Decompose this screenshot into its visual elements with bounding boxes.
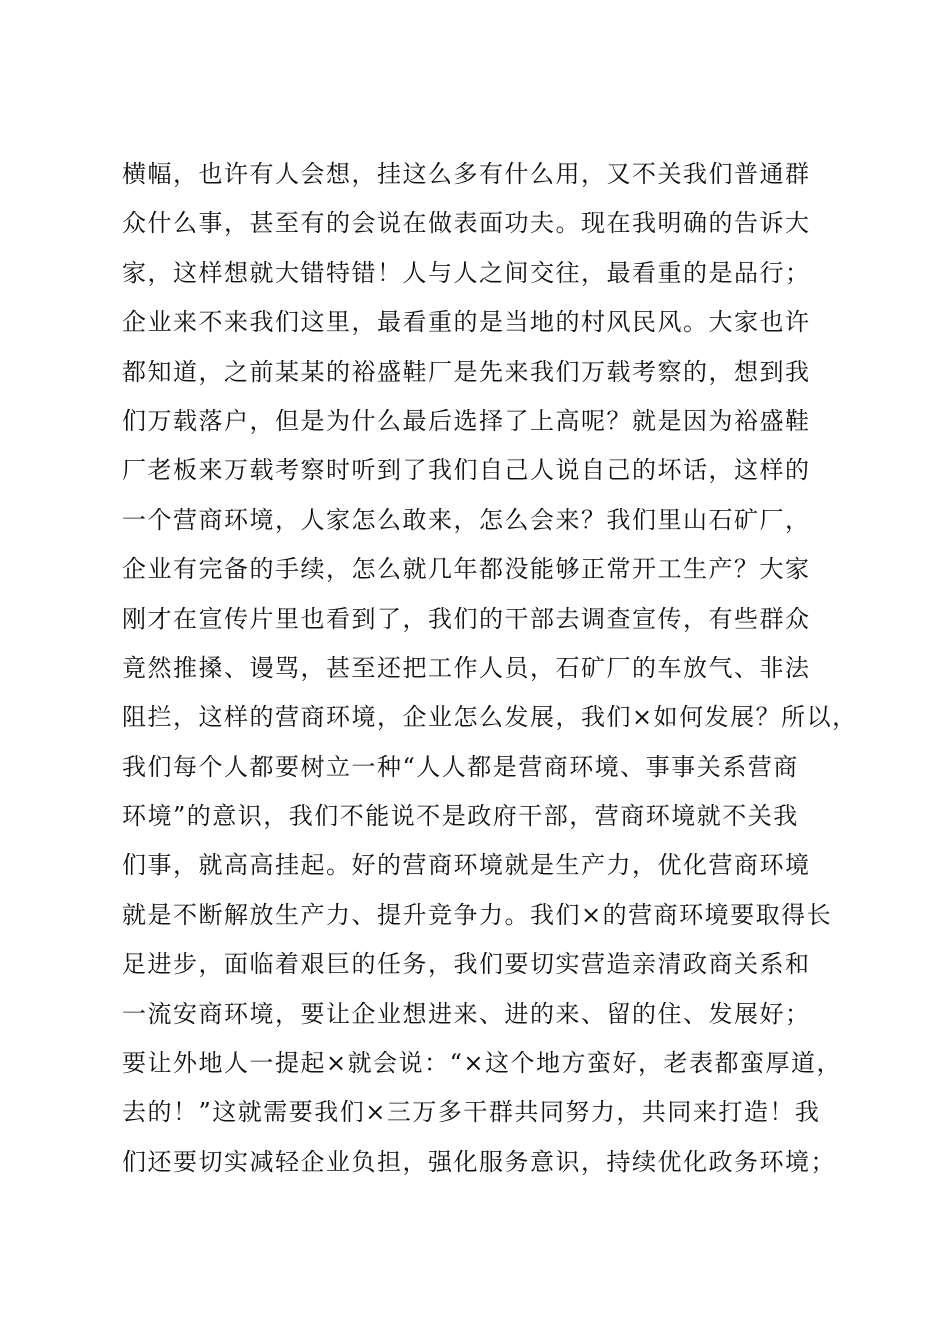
text-line: 家，这样想就大错特错！人与人之间交往，最看重的是品行； [122, 258, 811, 287]
text-line: 一个营商环境，人家怎么敢来，怎么会来？我们里山石矿厂， [122, 505, 811, 534]
text-line: 就是不断解放生产力、提升竞争力。我们×的营商环境要取得长 [122, 900, 833, 929]
text-line: 竟然推搡、谩骂，甚至还把工作人员，石矿厂的车放气、非法 [122, 653, 811, 682]
text-line: 阻拦，这样的营商环境，企业怎么发展，我们×如何发展？所以， [122, 703, 858, 732]
text-line: 要让外地人一提起×就会说：“×这个地方蛮好，老表都蛮厚道， [122, 1049, 842, 1078]
text-line: 去的！”这就需要我们×三万多干群共同努力，共同来打造！我 [122, 1098, 821, 1127]
text-line: 我们每个人都要树立一种“人人都是营商环境、事事关系营商 [122, 752, 799, 781]
text-line: 都知道，之前某某的裕盛鞋厂是先来我们万载考察的，想到我 [122, 357, 811, 386]
body-text [122, 150, 858, 1187]
text-line: 刚才在宣传片里也看到了，我们的干部去调查宣传，有些群众 [122, 604, 811, 633]
text-line: 众什么事，甚至有的会说在做表面功夫。现在我明确的告诉大 [122, 209, 811, 238]
text-line: 一流安商环境，要让企业想进来、进的来、留的住、发展好； [122, 999, 811, 1028]
text-line: 厂老板来万载考察时听到了我们自己人说自己的坏话，这样的 [122, 456, 811, 485]
text-line: 横幅，也许有人会想，挂这么多有什么用，又不关我们普通群 [122, 160, 811, 188]
text-line: 们万载落户，但是为什么最后选择了上高呢？就是因为裕盛鞋 [122, 406, 811, 435]
text-line: 环境”的意识，我们不能说不是政府干部，营商环境就不关我 [122, 802, 799, 831]
text-line: 们事，就高高挂起。好的营商环境就是生产力，优化营商环境 [122, 851, 811, 880]
text-line: 们还要切实减轻企业负担，强化服务意识，持续优化政务环境； [122, 1147, 836, 1176]
text-line: 企业有完备的手续，怎么就几年都没能够正常开工生产？大家 [122, 555, 811, 584]
text-line: 企业来不来我们这里，最看重的是当地的村风民风。大家也许 [122, 308, 811, 337]
text-line: 足进步，面临着艰巨的任务，我们要切实营造亲清政商关系和 [122, 950, 811, 979]
